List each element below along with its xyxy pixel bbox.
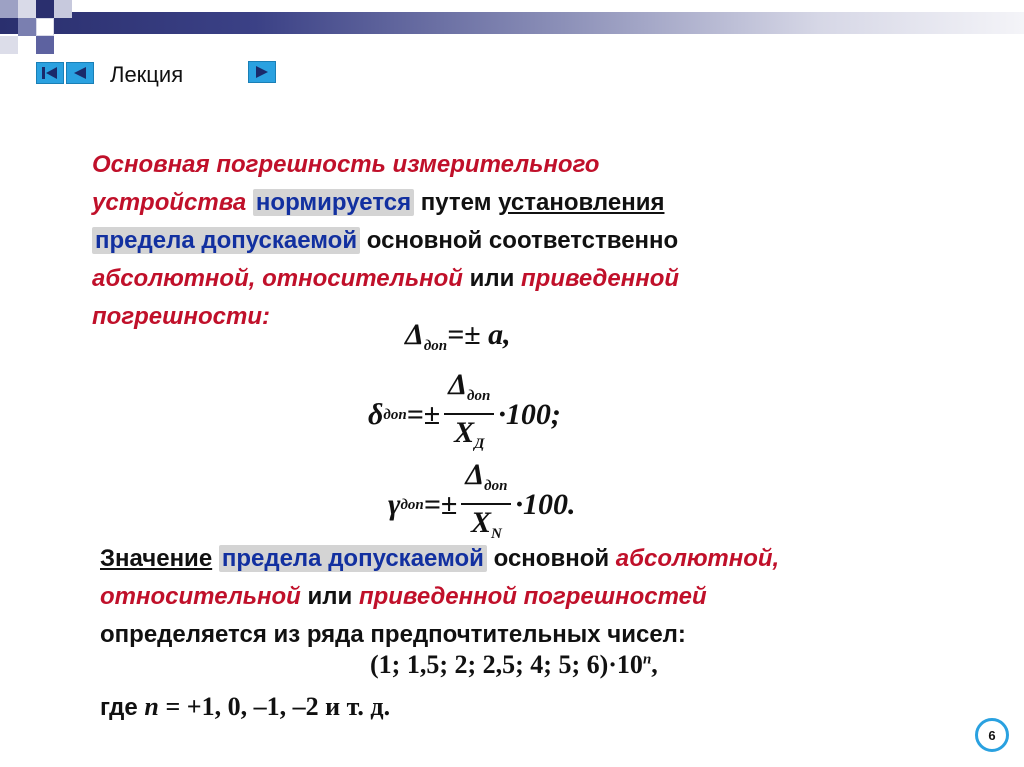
header-gradient-bar <box>0 12 1024 34</box>
denominator-subscript: N <box>490 526 502 542</box>
formula-symbol: δ <box>368 398 384 431</box>
highlight-limit: предела допускаемой <box>92 227 360 254</box>
fraction <box>444 368 494 462</box>
where-variable: n <box>144 692 159 721</box>
phrase: абсолютной, относительной <box>92 265 463 292</box>
formula-subscript: доп <box>383 406 407 423</box>
formula-tail: ·100. <box>515 488 576 521</box>
decor-square <box>36 36 54 54</box>
phrase: погрешности: <box>92 303 270 330</box>
phrase: основной <box>493 545 610 572</box>
decor-square <box>36 18 54 36</box>
highlight-normalized: нормируется <box>253 189 414 216</box>
preferred-number-series <box>370 650 658 680</box>
denominator-subscript: Д <box>474 436 485 452</box>
arrow-left-icon <box>72 66 88 80</box>
formula-tail: ·100; <box>498 398 561 431</box>
denominator-symbol: X <box>470 506 491 539</box>
phrase: приведенной погрешностей <box>358 583 707 610</box>
numerator-symbol: Δ <box>448 368 468 401</box>
first-slide-button[interactable] <box>36 62 64 84</box>
phrase: или <box>307 583 353 610</box>
next-slide-button[interactable] <box>248 61 276 83</box>
formula-reduced <box>388 458 575 552</box>
nav-controls <box>36 60 94 86</box>
arrow-right-icon <box>254 65 270 79</box>
decor-square <box>54 0 72 18</box>
decor-square <box>18 0 36 18</box>
formula-subscript: доп <box>400 496 424 513</box>
phrase: определяется из ряда предпочтительных чисел: <box>100 621 686 648</box>
phrase: путем <box>420 189 492 216</box>
phrase: устройства <box>92 189 247 216</box>
decor-square <box>36 0 54 18</box>
phrase: приведенной <box>521 265 680 292</box>
page-number-badge: 6 <box>975 718 1009 752</box>
highlight-limit: предела допускаемой <box>219 545 487 572</box>
phrase: относительной <box>100 583 301 610</box>
formula-equals: =± <box>423 488 458 521</box>
series-exponent: n <box>642 651 652 668</box>
where-values: = +1, 0, –1, –2 и т. д. <box>165 692 391 721</box>
fraction <box>461 458 511 552</box>
decor-square <box>0 0 18 18</box>
underlined-phrase: Значение <box>100 545 213 572</box>
underlined-phrase: установления <box>498 189 665 216</box>
phrase: или <box>469 265 515 292</box>
formula-subscript: доп <box>423 338 448 354</box>
denominator-symbol: X <box>454 416 475 449</box>
fraction-denominator <box>450 415 488 462</box>
series-values: (1; 1,5; 2; 2,5; 4; 5; 6)·10 <box>370 650 643 679</box>
previous-slide-button[interactable] <box>66 62 94 84</box>
definition-paragraph <box>92 146 892 336</box>
formula-symbol: Δ <box>405 318 424 351</box>
where-word: где <box>100 694 138 721</box>
where-clause <box>100 692 390 722</box>
value-paragraph <box>100 540 1000 654</box>
numerator-subscript: доп <box>484 478 508 494</box>
formula-symbol: γ <box>388 488 401 521</box>
series-comma: , <box>651 650 658 679</box>
formula-absolute <box>405 318 511 355</box>
numerator-subscript: доп <box>467 388 491 404</box>
formula-relative <box>368 368 561 462</box>
phrase: Основная погрешность измерительного <box>92 151 600 178</box>
fraction-numerator <box>444 368 494 415</box>
decor-square <box>18 18 36 36</box>
numerator-symbol: Δ <box>465 458 485 491</box>
formula-equals: =± <box>406 398 441 431</box>
phrase: абсолютной, <box>615 545 780 572</box>
formula-rest: =± a, <box>447 318 511 351</box>
lecture-label: Лекция <box>110 62 184 87</box>
skip-back-icon <box>41 66 59 80</box>
decor-square <box>0 36 18 54</box>
phrase: основной соответственно <box>366 227 679 254</box>
fraction-numerator <box>461 458 511 505</box>
